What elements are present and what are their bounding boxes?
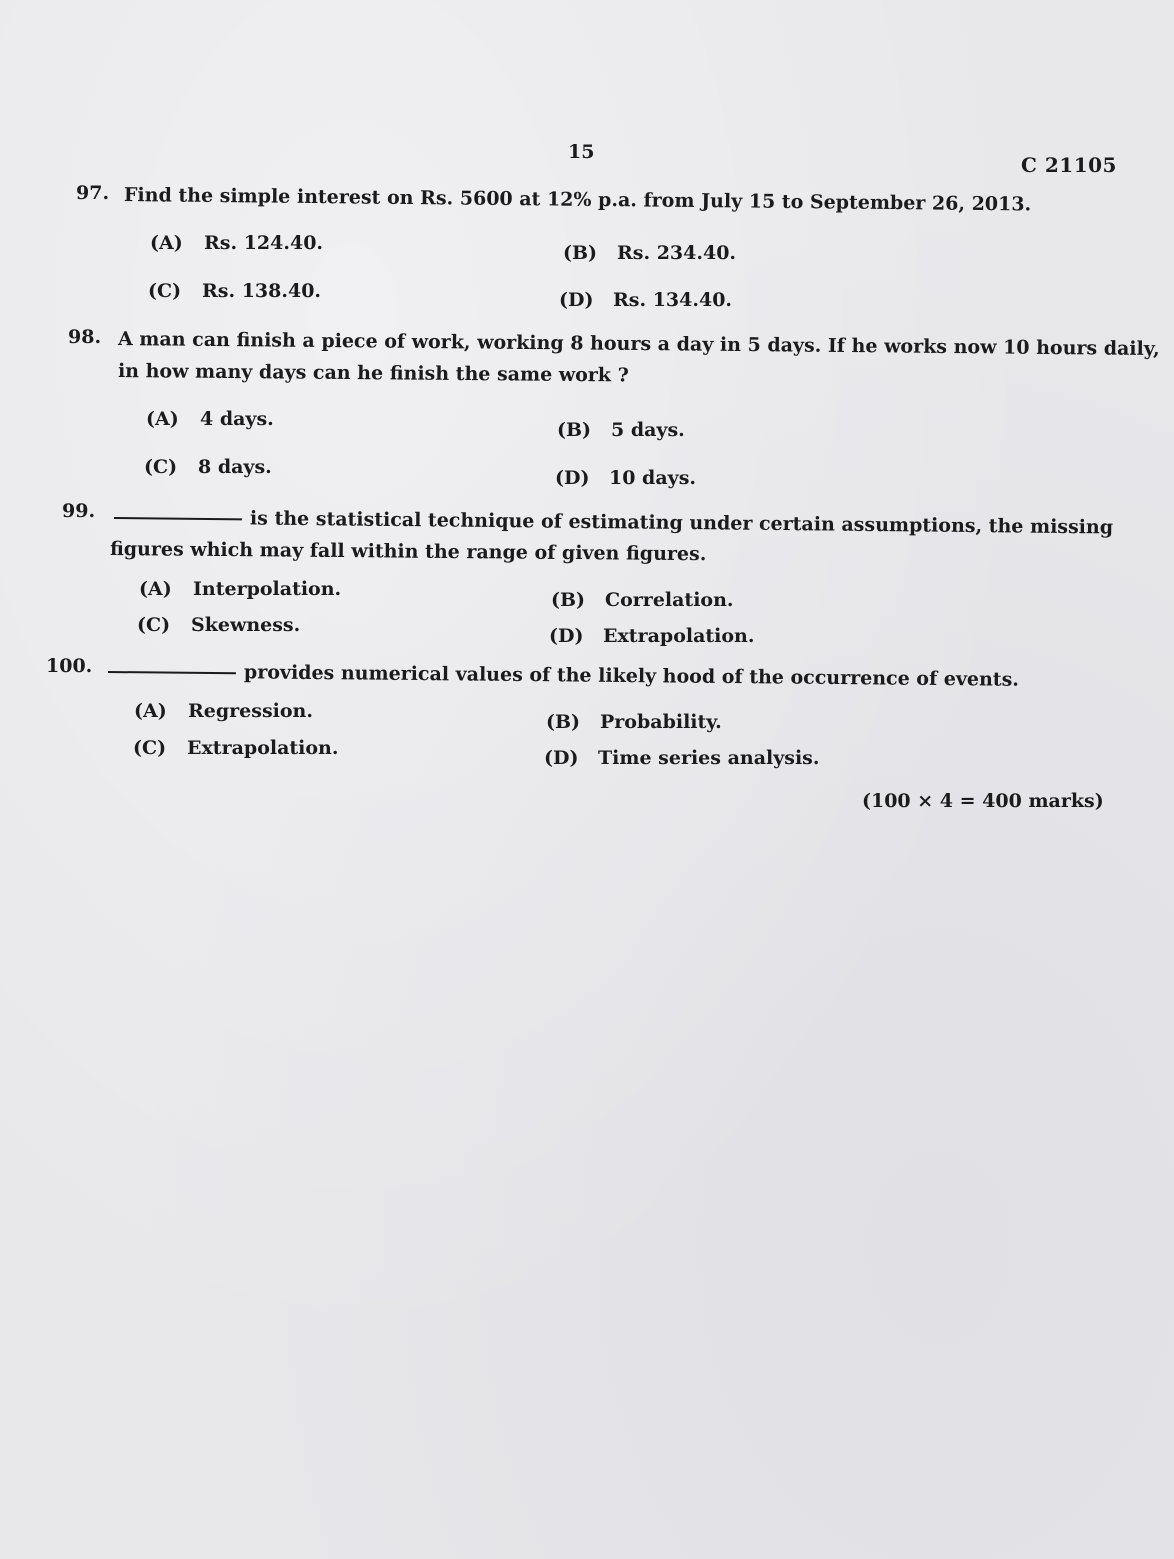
option-b <box>546 711 722 733</box>
question-text: Find the simple interest on Rs. 5600 at 12% p.a. from July 15 to September 26, 2013. <box>123 184 1032 216</box>
option-label: (C) <box>137 614 171 636</box>
paper-code: C 21105 <box>1021 153 1117 177</box>
option-d <box>559 289 732 311</box>
answer-blank <box>114 517 242 520</box>
page-number: 15 <box>568 141 595 163</box>
question-text-line2: figures which may fall within the range of given figures. <box>109 538 707 566</box>
option-a <box>146 408 274 430</box>
option-label: (C) <box>133 737 167 759</box>
question-text: provides numerical values of the likely hood of the occurrence of events. <box>243 661 1020 691</box>
option-a <box>134 700 313 722</box>
option-a <box>139 578 341 600</box>
option-text: Rs. 134.40. <box>613 289 733 311</box>
question-text-line2: in how many days can he finish the same work ? <box>117 360 629 387</box>
question-number: 98. <box>68 326 102 348</box>
question-text: is the statistical technique of estimating under certain assumptions, the missing <box>249 507 1114 539</box>
option-label: (D) <box>549 625 584 647</box>
option-c <box>133 737 339 759</box>
option-label: (B) <box>563 242 598 264</box>
option-text: 10 days. <box>609 467 697 489</box>
question-number: 100. <box>46 655 93 677</box>
option-label: (A) <box>150 232 183 254</box>
option-c <box>137 614 300 636</box>
option-label: (D) <box>544 747 579 769</box>
option-label: (A) <box>134 700 167 722</box>
option-text: Interpolation. <box>193 578 342 600</box>
option-text: 4 days. <box>200 408 274 430</box>
option-b <box>557 419 685 441</box>
option-label: (D) <box>555 467 590 489</box>
option-label: (A) <box>139 578 172 600</box>
option-label: (A) <box>146 408 179 430</box>
option-label: (B) <box>546 711 581 733</box>
option-text: Rs. 138.40. <box>202 280 322 302</box>
total-marks: (100 × 4 = 400 marks) <box>862 790 1104 812</box>
option-a <box>150 232 323 254</box>
option-text: Probability. <box>600 711 722 733</box>
option-b <box>563 242 736 264</box>
option-text: Rs. 124.40. <box>204 232 324 254</box>
option-text: Regression. <box>188 700 313 722</box>
question-text-line <box>108 660 1019 691</box>
option-text: Extrapolation. <box>187 737 339 759</box>
option-d <box>555 467 696 489</box>
answer-blank <box>108 671 236 674</box>
option-text: 5 days. <box>611 419 685 441</box>
option-text: 8 days. <box>198 456 272 478</box>
question-text-line1 <box>114 506 1113 538</box>
option-d <box>549 625 755 647</box>
option-text: Extrapolation. <box>603 625 755 647</box>
option-c <box>148 280 321 302</box>
option-text: Rs. 234.40. <box>617 242 737 264</box>
option-d <box>544 747 820 769</box>
option-b <box>551 589 734 611</box>
question-number: 99. <box>62 500 96 522</box>
option-label: (B) <box>551 589 586 611</box>
option-label: (B) <box>557 419 592 441</box>
option-text: Time series analysis. <box>598 747 820 769</box>
option-text: Correlation. <box>605 589 734 611</box>
option-c <box>144 456 272 478</box>
question-number: 97. <box>76 182 110 204</box>
option-label: (D) <box>559 289 594 311</box>
option-label: (C) <box>148 280 182 302</box>
option-label: (C) <box>144 456 178 478</box>
option-text: Skewness. <box>191 614 301 636</box>
question-text-line1: A man can finish a piece of work, working 8 hours a day in 5 days. If he works now 10 hours daily, <box>117 328 1160 360</box>
